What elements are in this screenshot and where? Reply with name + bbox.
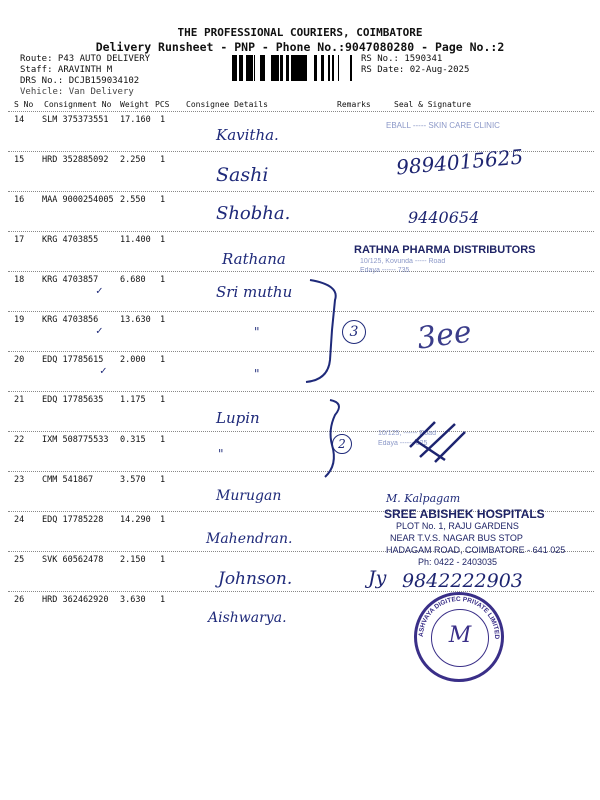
row-weight: 11.400: [120, 235, 151, 245]
barcode-bar: [273, 55, 276, 81]
row-consignment: EDQ 17785615: [42, 355, 104, 365]
row-sno: 24: [14, 515, 25, 525]
row-consignment: HRD 362462920: [42, 595, 109, 605]
rs-date: RS Date: 02-Aug-2025: [361, 65, 470, 75]
row-sno: 19: [14, 315, 25, 325]
barcode-bar: [314, 55, 317, 81]
row-weight: 6.680: [120, 275, 146, 285]
hospital-stamp-line2: PLOT No. 1, RAJU GARDENS: [396, 521, 519, 531]
consignee-handwriting: Rathana: [222, 250, 286, 268]
consignee-handwriting: ": [254, 367, 260, 381]
row-weight: 13.630: [120, 315, 151, 325]
check-mark-icon: ✓: [100, 364, 107, 377]
seal-inner-ring: [431, 609, 489, 667]
col-pcs: PCS: [155, 100, 170, 109]
row-sno: 14: [14, 115, 25, 125]
barcode-bar: [300, 55, 303, 81]
barcode-bar: [254, 55, 255, 81]
col-sno: S No: [14, 100, 34, 109]
table-row: [0, 195, 600, 215]
barcode-bar: [263, 55, 265, 81]
row-sno: 26: [14, 595, 25, 605]
phone-note-1: 9894015625: [395, 144, 525, 180]
consignee-handwriting: Aishwarya.: [208, 610, 287, 626]
row-weight: 1.175: [120, 395, 146, 405]
barcode-bar: [246, 55, 248, 81]
barcode-bar: [251, 55, 253, 81]
row-consignment: IXM 508775533: [42, 435, 109, 445]
row-pcs: 1: [160, 315, 166, 325]
table-row: [0, 115, 600, 135]
barcode-bar: [286, 55, 289, 81]
hospital-stamp-line5: Ph: 0422 - 2403035: [418, 557, 498, 567]
consignee-handwriting: Sashi: [216, 164, 269, 186]
row-weight: 0.315: [120, 435, 146, 445]
row-consignment: KRG 4703857: [42, 275, 99, 285]
row-pcs: 1: [160, 595, 166, 605]
row-weight: 2.150: [120, 555, 146, 565]
bracket-3: [300, 270, 350, 390]
row-consignment: CMM 541867: [42, 475, 94, 485]
row-sno: 17: [14, 235, 25, 245]
row-sno: 25: [14, 555, 25, 565]
row-weight: 2.250: [120, 155, 146, 165]
runsheet-subtitle: Delivery Runsheet - PNP - Phone No.:9047080280 - Page No.:2: [95, 40, 505, 54]
faded-stamp: EBALL ----- SKIN CARE CLINIC: [386, 121, 500, 130]
group-3-circle: 3: [342, 320, 366, 344]
company-seal: [414, 592, 504, 682]
col-seal: Seal & Signature: [394, 100, 472, 109]
row-sno: 16: [14, 195, 25, 205]
row-divider: [8, 471, 594, 472]
row-weight: 17.160: [120, 115, 151, 125]
row-consignment: KRG 4703855: [42, 235, 99, 245]
row-pcs: 1: [160, 515, 166, 525]
rathna-stamp-address: 10/125, Kovunda ----- Road: [360, 258, 446, 265]
col-consignment: Consignment No: [44, 100, 112, 109]
signature-3: 3ee: [414, 314, 474, 357]
col-weight: Weight: [120, 100, 149, 109]
consignee-handwriting: Shobha.: [216, 203, 291, 224]
barcode-bar: [276, 55, 279, 81]
consignee-handwriting: Johnson.: [218, 569, 293, 589]
hospital-stamp-name: SREE ABISHEK HOSPITALS: [384, 507, 545, 521]
row-pcs: 1: [160, 435, 166, 445]
barcode-bar: [303, 55, 305, 81]
table-row: [0, 435, 600, 455]
rathna-stamp: RATHNA PHARMA DISTRIBUTORS: [354, 244, 536, 256]
rs-number: RS No.: 1590341: [361, 54, 443, 64]
row-sno: 23: [14, 475, 25, 485]
row-sno: 20: [14, 355, 25, 365]
row-consignment: SVK 60562478: [42, 555, 104, 565]
row-sno: 15: [14, 155, 25, 165]
barcode-bar: [236, 55, 237, 81]
kalpagam-note: M. Kalpagam: [386, 492, 461, 505]
barcode-bar: [350, 55, 352, 81]
consignee-handwriting: Murugan: [216, 488, 282, 504]
row-sno: 18: [14, 275, 25, 285]
drs-info: DRS No.: DCJB159034102: [20, 76, 140, 86]
barcode-bar: [239, 55, 242, 81]
row-weight: 2.000: [120, 355, 146, 365]
check-mark-icon: ✓: [96, 284, 103, 297]
row-divider: [8, 431, 594, 432]
table-row: [0, 395, 600, 415]
row-divider: [8, 231, 594, 232]
consignee-handwriting: Mahendran.: [206, 531, 293, 547]
consignee-handwriting: Lupin: [216, 409, 260, 427]
row-weight: 14.290: [120, 515, 151, 525]
barcode-bar: [271, 55, 273, 81]
row-weight: 3.630: [120, 595, 146, 605]
barcode-bar: [248, 55, 251, 81]
barcode-bar: [305, 55, 307, 81]
phone-note-3: 9842222903: [402, 570, 523, 592]
barcode-bar: [333, 55, 334, 81]
row-pcs: 1: [160, 475, 166, 485]
row-consignment: KRG 4703856: [42, 315, 99, 325]
barcode-bar: [260, 55, 262, 81]
row-pcs: 1: [160, 115, 166, 125]
col-remarks: Remarks: [337, 100, 371, 109]
group-2-circle: 2: [332, 434, 352, 454]
lupin-stamp-2: Edaya ------ 025: [378, 440, 428, 447]
row-weight: 3.570: [120, 475, 146, 485]
lupin-stamp: 10/125, ------ Road: [378, 430, 436, 437]
row-consignment: MAA 9000254005: [42, 195, 114, 205]
barcode-bar: [332, 55, 333, 81]
row-consignment: EDQ 17785228: [42, 515, 104, 525]
col-consignee: Consignee Details: [186, 100, 268, 109]
row-consignment: EDQ 17785635: [42, 395, 104, 405]
barcode-image: [232, 55, 354, 81]
row-sno: 21: [14, 395, 25, 405]
seal-signature: M: [448, 623, 472, 648]
table-row: [0, 475, 600, 495]
barcode-bar: [296, 55, 299, 81]
barcode-bar: [321, 55, 324, 81]
row-divider: [8, 391, 594, 392]
row-pcs: 1: [160, 275, 166, 285]
staff-info: Staff: ARAVINTH M: [20, 65, 113, 75]
row-divider: [8, 191, 594, 192]
signature-2: [405, 412, 475, 472]
barcode-bar: [234, 55, 236, 81]
barcode-bar: [338, 55, 339, 81]
route-info: Route: P43 AUTO DELIVERY: [20, 54, 151, 64]
consignee-handwriting: Sri muthu: [216, 283, 293, 301]
phone-note-2: 9440654: [408, 208, 480, 227]
row-sno: 22: [14, 435, 25, 445]
row-pcs: 1: [160, 555, 166, 565]
table-row: [0, 595, 600, 615]
row-consignment: HRD 352885092: [42, 155, 109, 165]
header-divider: [8, 111, 594, 112]
rathna-stamp-address-2: Edaya ------ 735: [360, 267, 410, 274]
barcode-bar: [232, 55, 234, 81]
hospital-stamp-line4: HADAGAM ROAD, COIMBATORE - 641 025: [386, 545, 566, 555]
row-pcs: 1: [160, 235, 166, 245]
barcode-bar: [280, 55, 283, 81]
barcode-bar: [328, 55, 330, 81]
barcode-bar: [262, 55, 263, 81]
row-pcs: 1: [160, 195, 166, 205]
row-pcs: 1: [160, 155, 166, 165]
row-consignment: SLM 375373551: [42, 115, 109, 125]
row-weight: 2.550: [120, 195, 146, 205]
svg-text:ASHVAYA DIGITEC PRIVATE LIMITE: ASHVAYA DIGITEC PRIVATE LIMITED: [417, 595, 501, 640]
check-mark-icon: ✓: [96, 324, 103, 337]
consignee-handwriting: ": [218, 447, 224, 461]
vehicle-info: Vehicle: Van Delivery: [20, 87, 134, 97]
hospital-stamp-line3: NEAR T.V.S. NAGAR BUS STOP: [390, 533, 523, 543]
company-title: THE PROFESSIONAL COURIERS, COIMBATORE: [177, 26, 423, 39]
barcode-bar: [293, 55, 296, 81]
barcode-bar: [299, 55, 300, 81]
row-pcs: 1: [160, 395, 166, 405]
barcode-bar: [242, 55, 243, 81]
barcode-bar: [291, 55, 293, 81]
consignee-handwriting: Kavitha.: [216, 126, 279, 144]
signature-johnson: Jy: [368, 567, 387, 589]
consignee-handwriting: ": [254, 325, 260, 339]
row-pcs: 1: [160, 355, 166, 365]
